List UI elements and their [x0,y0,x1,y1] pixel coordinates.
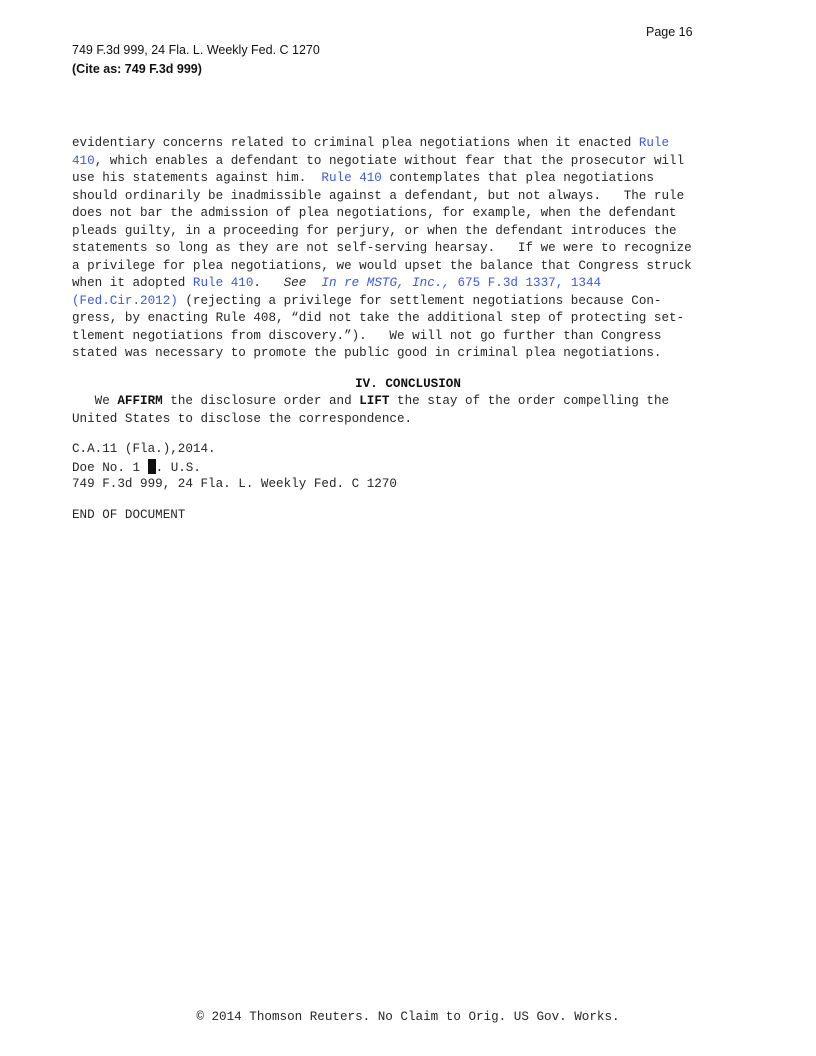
conclusion-paragraph [72,393,752,428]
text-span: Doe No. 1 [72,460,148,475]
text-line: United States to disclose the correspondence. [72,411,413,426]
case-info-block [72,441,752,494]
case-citation-link-continued[interactable]: (Fed.Cir.2012) [72,293,178,308]
text-span [306,276,321,290]
text-span: , which enables a defendant to negotiate without fear that the prosecutor will [94,153,685,168]
text-line: pleads guilty, in a proceeding for perjury, or when the defendant introduces the [72,223,677,238]
text-line [72,293,752,311]
citation-line: 749 F.3d 999, 24 Fla. L. Weekly Fed. C 1270 [72,477,397,491]
text-span: . U.S. [155,460,201,475]
text-line: gress, by enacting Rule 408, “did not take the additional step of protecting set- [72,311,685,325]
copyright-footer: © 2014 Thomson Reuters. No Claim to Orig. US Gov. Works. [196,1010,620,1024]
text-line: statements so long as they are not self-serving hearsay. If we were to recognize [72,241,692,255]
section-heading: IV. CONCLUSION [355,376,461,391]
text-span: the stay of the order compelling the [389,394,670,408]
text-line [72,170,752,188]
text-span: contemplates that plea negotiations [381,171,654,185]
rule-410-link[interactable]: Rule [638,136,670,150]
redaction-block [148,459,156,474]
end-of-document: END OF DOCUMENT [72,507,186,522]
text-span: when it adopted [72,276,193,290]
opinion-paragraph [72,135,752,363]
text-line: a privilege for plea negotiations, we would upset the balance that Congress struck [72,258,692,273]
case-name-link[interactable]: In re MSTG, Inc., [321,276,450,290]
case-citation-link[interactable]: 675 F.3d 1337, 1344 [449,276,602,290]
spacer [72,494,752,507]
text-line [72,135,752,153]
document-body [72,135,752,524]
court-line: C.A.11 (Fla.),2014. [72,442,216,456]
text-span: We [72,394,118,408]
rule-410-link[interactable]: Rule 410 [321,171,382,185]
header-cite-as: (Cite as: 749 F.3d 999) [72,62,202,76]
text-line: stated was necessary to promote the public good in criminal plea negotiations. [72,346,662,360]
caption-line [72,459,752,477]
see-signal: See [283,276,307,290]
text-span: use his statements against him. [72,171,322,185]
text-line: tlement negotiations from discovery.”). We will not go further than Congress [72,328,662,343]
affirm-text: AFFIRM [117,394,163,408]
header-citation: 749 F.3d 999, 24 Fla. L. Weekly Fed. C 1270 [72,43,320,57]
lift-text: LIFT [359,394,390,408]
text-span: evidentiary concerns related to criminal plea negotiations when it enacted [72,136,639,150]
text-span: . [253,276,284,290]
text-span: (rejecting a privilege for settlement negotiations because Con- [177,293,662,308]
text-line: does not bar the admission of plea negotiations, for example, when the defendant [72,206,677,220]
text-line [72,275,752,293]
text-line [72,393,752,411]
text-line [72,153,752,171]
page-number: Page 16 [646,25,693,39]
rule-410-link[interactable]: Rule 410 [192,276,254,290]
text-span: the disclosure order and [162,394,360,408]
spacer [72,428,752,441]
rule-410-link-continued[interactable]: 410 [72,153,95,168]
text-line: should ordinarily be inadmissible against a defendant, but not always. The rule [72,188,685,203]
